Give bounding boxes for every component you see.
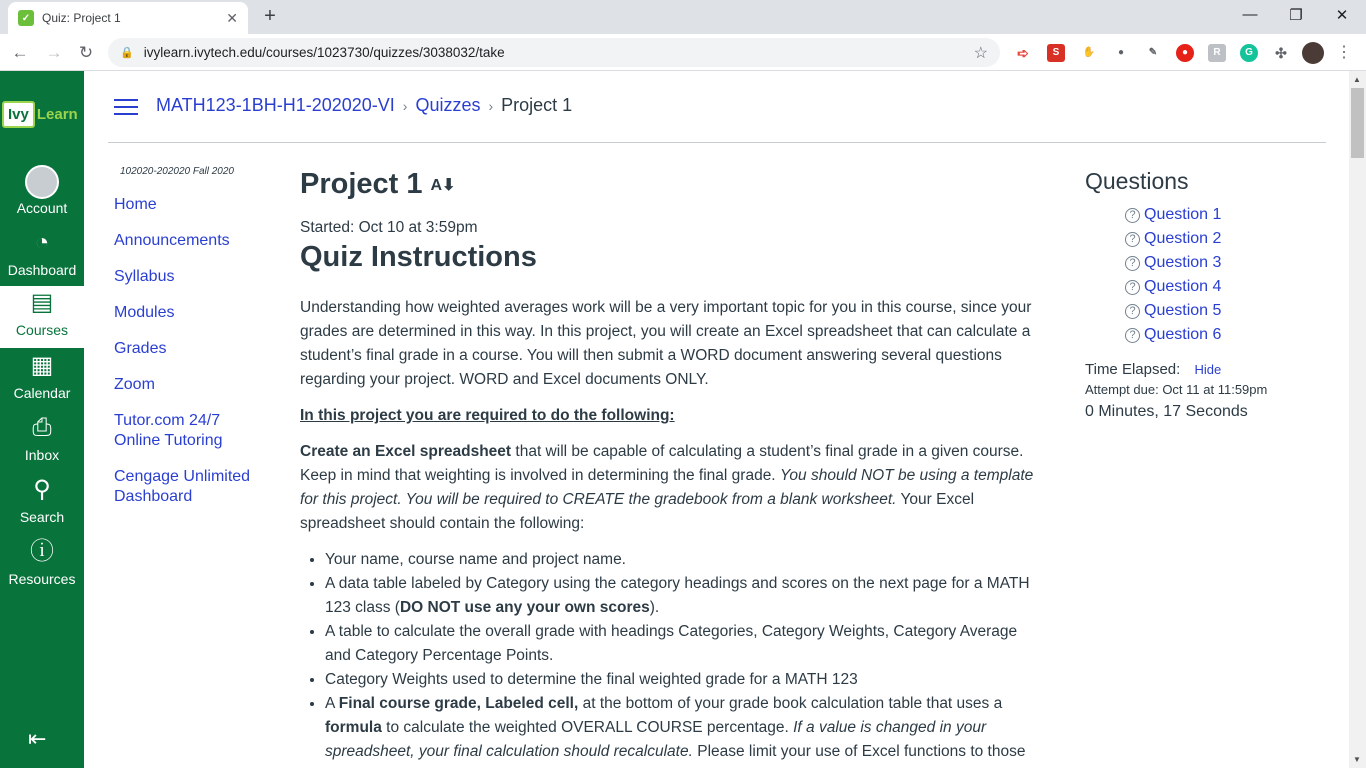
breadcrumb — [156, 95, 572, 116]
question-mark-icon: ? — [1125, 208, 1140, 223]
list-item: • A table to calculate the overall grade with headings Categories, Category Weights, Category Average and Category Percentage Points. — [325, 620, 1040, 668]
tab-close-icon[interactable]: ✕ — [226, 9, 238, 26]
hide-timer-link[interactable]: Hide — [1194, 362, 1222, 377]
url-text[interactable]: ivylearn.ivytech.edu/courses/1023730/quizzes/3038032/take — [143, 45, 505, 60]
search-icon: ⚲ — [33, 476, 51, 503]
question-link-2[interactable] — [1125, 227, 1325, 251]
list-item-bold: formula — [325, 719, 382, 736]
global-nav — [0, 71, 84, 768]
extension-s-icon[interactable]: S — [1047, 44, 1065, 62]
course-nav-cengage[interactable]: Cengage Unlimited Dashboard — [114, 468, 251, 505]
tab-favicon-icon: ✓ — [18, 10, 34, 26]
new-tab-icon[interactable]: + — [264, 5, 276, 27]
logo-ivy: Ivy — [2, 101, 35, 128]
questions-title: Questions — [1085, 168, 1189, 194]
course-nav — [114, 166, 274, 523]
bookmark-star-icon[interactable]: ☆ — [973, 44, 988, 62]
global-nav-label: Search — [19, 509, 65, 525]
course-nav-announcements[interactable]: Announcements — [114, 232, 230, 249]
question-mark-icon: ? — [1125, 328, 1140, 343]
global-nav-label: Account — [16, 200, 68, 216]
address-bar[interactable] — [108, 38, 1000, 67]
breadcrumb-separator-icon: › — [488, 97, 494, 114]
dashboard-icon: ◔ — [34, 229, 50, 256]
list-item — [325, 572, 1040, 620]
forward-icon[interactable]: → — [45, 43, 63, 62]
requirements-title: In this project you are required to do the following: — [300, 407, 675, 424]
calendar-icon: ▦ — [30, 352, 54, 379]
tab-title: Quiz: Project 1 — [42, 11, 121, 25]
question-link-label: Question 1 — [1144, 206, 1222, 223]
list-item: • Your name, course name and project name. — [325, 548, 1040, 572]
course-nav-syllabus[interactable]: Syllabus — [114, 268, 175, 285]
breadcrumb-current: Project 1 — [501, 95, 573, 115]
reload-icon[interactable]: ↻ — [78, 43, 94, 62]
list-item-text: A — [325, 695, 339, 712]
logo-learn: Learn — [36, 105, 78, 123]
list-item-bold: Final course grade, Labeled cell, — [338, 695, 579, 712]
instructions-heading: Quiz Instructions — [300, 241, 537, 273]
started-time: Started: Oct 10 at 3:59pm — [300, 219, 478, 236]
global-nav-search[interactable] — [0, 473, 84, 535]
course-nav-tutor[interactable]: Tutor.com 24/7 Online Tutoring — [114, 412, 223, 449]
question-mark-icon: ? — [1125, 232, 1140, 247]
extension-hand-icon[interactable]: ✋ — [1080, 44, 1098, 62]
question-link-6[interactable] — [1125, 323, 1325, 347]
scrollbar-thumb[interactable] — [1351, 88, 1364, 158]
question-link-4[interactable] — [1125, 275, 1325, 299]
list-item-text: ). — [649, 599, 660, 616]
breadcrumb-course[interactable]: MATH123-1BH-H1-202020-VI — [156, 95, 395, 115]
breadcrumb-quizzes[interactable]: Quizzes — [415, 95, 481, 115]
account-avatar-icon — [0, 164, 84, 198]
help-icon: ⓘ — [30, 538, 54, 565]
list-item-text: A data table labeled by Category using the category headings and scores on the next page for a MATH 123 class ( — [325, 575, 1030, 616]
list-item-text: at the bottom of your grade book calculation table that uses a — [578, 695, 1003, 712]
extension-pen-icon[interactable]: ✎ — [1144, 44, 1162, 62]
browser-toolbar — [0, 34, 1366, 71]
global-nav-account[interactable] — [0, 164, 84, 226]
elapsed-time: 0 Minutes, 17 Seconds — [1085, 403, 1248, 420]
browser-tab-bar — [0, 0, 1366, 34]
question-link-1[interactable] — [1125, 203, 1325, 227]
question-mark-icon: ? — [1125, 304, 1140, 319]
global-nav-label: Calendar — [13, 385, 71, 401]
chrome-menu-icon[interactable]: ⋮ — [1336, 44, 1352, 61]
back-icon[interactable]: ← — [11, 43, 29, 62]
quiz-title: Project 1 — [300, 168, 423, 200]
list-item: • Category Weights used to determine the final weighted grade for a MATH 123 — [325, 668, 1040, 692]
global-nav-calendar[interactable] — [0, 349, 84, 411]
question-link-label: Question 2 — [1144, 230, 1222, 247]
list-item-text: Please limit your use of Excel functions to those — [692, 743, 1026, 760]
extension-arrow-icon[interactable]: ➪ — [1014, 44, 1032, 62]
list-item-italic: If a value is changed in your spreadsheet, your final calculation should recalculate. — [325, 719, 987, 760]
scroll-down-icon[interactable]: ▼ — [1353, 755, 1361, 764]
global-nav-label: Resources — [8, 571, 76, 587]
question-link-5[interactable] — [1125, 299, 1325, 323]
time-elapsed-label: Time Elapsed: — [1085, 361, 1181, 378]
attempt-due: Attempt due: Oct 11 at 11:59pm — [1085, 382, 1268, 397]
extension-adblock-icon[interactable]: ● — [1176, 44, 1194, 62]
extension-grammarly-icon[interactable]: G — [1240, 44, 1258, 62]
global-nav-label: Dashboard — [7, 262, 77, 278]
extension-bulb-icon[interactable]: ● — [1112, 44, 1130, 62]
list-item — [325, 692, 1040, 764]
course-nav-modules[interactable]: Modules — [114, 304, 175, 321]
questions-sidebar — [1085, 168, 1325, 421]
course-nav-zoom[interactable]: Zoom — [114, 376, 155, 393]
global-nav-courses[interactable] — [0, 286, 84, 348]
page-scrollbar[interactable] — [1349, 71, 1366, 768]
spreadsheet-end: Your Excel spreadsheet should contain the following: — [300, 491, 975, 532]
quiz-title-row — [300, 168, 1040, 201]
extensions-puzzle-icon[interactable]: ✣ — [1272, 44, 1290, 62]
page-header — [108, 71, 1326, 143]
requirements-list — [300, 548, 1040, 764]
translate-icon[interactable]: A⬇ — [430, 176, 456, 194]
browser-tab[interactable] — [8, 2, 248, 34]
lock-icon[interactable]: 🔒 — [120, 47, 134, 59]
question-link-label: Question 3 — [1144, 254, 1222, 271]
spreadsheet-bold: Create an Excel spreadsheet — [300, 443, 512, 460]
global-nav-resources[interactable] — [0, 535, 84, 597]
requirements-title-paragraph — [300, 404, 1040, 428]
collapse-nav-icon[interactable]: ⇤ — [28, 726, 47, 751]
question-link-label: Question 5 — [1144, 302, 1222, 319]
profile-avatar[interactable] — [1302, 42, 1324, 64]
question-mark-icon: ? — [1125, 280, 1140, 295]
global-nav-inbox[interactable] — [0, 411, 84, 473]
course-menu-toggle-icon[interactable] — [114, 99, 138, 117]
window-close-icon[interactable]: ✕ — [1335, 7, 1349, 24]
restore-icon[interactable]: ❐ — [1289, 7, 1303, 24]
scroll-up-icon[interactable]: ▲ — [1353, 75, 1361, 84]
quiz-content — [300, 168, 1040, 764]
course-nav-grades[interactable]: Grades — [114, 340, 167, 357]
list-item-bold: DO NOT use any your own scores — [399, 599, 650, 616]
ivy-learn-logo[interactable] — [2, 96, 82, 132]
breadcrumb-separator-icon: › — [402, 97, 408, 114]
time-elapsed-row — [1085, 361, 1325, 378]
question-mark-icon: ? — [1125, 256, 1140, 271]
inbox-icon: ⎙ — [32, 414, 52, 441]
spreadsheet-italic: You should NOT be using a template for this project. You will be required to CREATE the gradebook from a blank worksheet. — [300, 467, 1034, 508]
extension-r-icon[interactable]: R — [1208, 44, 1226, 62]
question-link-3[interactable] — [1125, 251, 1325, 275]
minimize-icon[interactable]: — — [1242, 6, 1258, 23]
spreadsheet-paragraph — [300, 440, 1040, 536]
instructions-paragraph: Understanding how weighted averages work will be a very important topic for you in this course, since your grades are determined in this way. In this project, you will create an Excel spreadsheet that can calculate a student’s final grade in a course. You will then submit a WORD document answering several questions regarding your project. WORD and Excel documents ONLY. — [300, 299, 1032, 388]
global-nav-dashboard[interactable] — [0, 226, 84, 288]
question-link-label: Question 4 — [1144, 278, 1222, 295]
courses-icon: ▤ — [30, 289, 54, 316]
course-nav-home[interactable]: Home — [114, 196, 157, 213]
global-nav-label: Inbox — [24, 447, 60, 463]
course-term: 102020-202020 Fall 2020 — [120, 166, 234, 177]
list-item-text: to calculate the weighted OVERALL COURSE percentage. — [381, 719, 794, 736]
global-nav-label: Courses — [15, 322, 69, 338]
question-link-label: Question 6 — [1144, 326, 1222, 343]
spreadsheet-text: that will be capable of calculating a student’s final grade in a given course. Keep in mind that weighting is involved in determining the final grade. — [300, 443, 1024, 484]
